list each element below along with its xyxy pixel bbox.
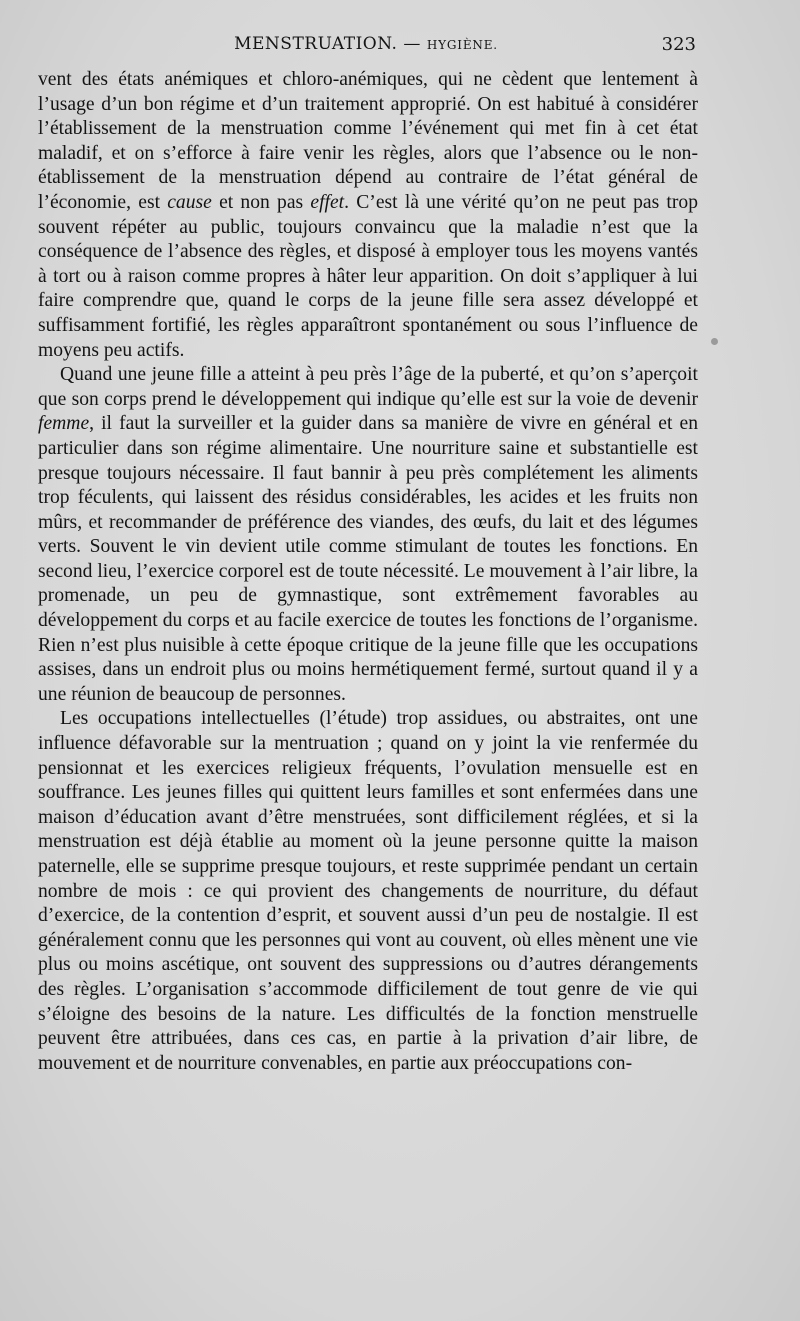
italic-run: femme <box>38 413 90 435</box>
body-text <box>38 68 698 1076</box>
text-run: . C’est là une vérité qu’on ne peut pas trop souvent répéter au public, toujours convaincu que la maladie n’est que la conséquence de l’absence des règles, et disposé à employer tous les moyens vantés à tort ou à raison comme propres à hâter leur apparition. On doit s’appliquer à lui faire comprendre que, quand le corps de la jeune fille sera assez développé et suffisamment fortifié, les règles apparaîtront spontanément ou sous l’influence de moyens peu actifs. <box>38 191 698 361</box>
italic-run: effet <box>310 191 345 213</box>
text-run: Quand une jeune fille a atteint à peu près l’âge de la puberté, et qu’on s’aperçoit que son corps prend le développement qui indique qu’elle est sur la voie de devenir <box>38 364 698 410</box>
running-head <box>36 34 696 58</box>
text-run: et non pas <box>211 191 311 213</box>
paragraph-3 <box>38 707 698 1076</box>
paragraph-1 <box>38 68 698 363</box>
header-title: MENSTRUATION. <box>234 34 398 54</box>
page-speck <box>711 338 718 345</box>
text-run: , il faut la surveiller et la guider dans sa manière de vivre en général et en particulier dans son régime alimentaire. Une nourriture saine et substantielle est presque toujours nécessaire. Il faut bannir à peu près complétement les aliments trop féculents, qui laissent des résidus considérables, les acides et les fruits non mûrs, et recommander de préférence des viandes, des œufs, du lait et des légumes verts. Souvent le vin devient utile comme stimulant de toutes les fonctions. En second lieu, l’exercice corporel est de toute nécessité. Le mouvement à l’air libre, la promenade, un peu de gymnastique, sont extrêmement favorables au développement du corps et au facile exercice de toutes les fonctions de l’organisme. Rien n’est plus nuisible à cette époque critique de la jeune fille que les occupations assises, dans un endroit plus ou moins hermétiquement fermé, surtout quand il y a une réunion de beaucoup de personnes. <box>38 413 698 705</box>
running-title <box>36 34 696 54</box>
page-number: 323 <box>661 34 696 55</box>
italic-run: cause <box>167 191 212 213</box>
text-run: vent des états anémiques et chloro-anémiques, qui ne cèdent que lentement à l’usage d’un bon régime et d’un traitement approprié. On est habitué à considérer l’établissement de la menstruation comme l’événement qui met fin à cet état maladif, et on s’efforce à faire venir les règles, alors que l’absence ou le non-établissement de la menstruation dépend au contraire de l’état général de l’économie, est <box>38 69 698 213</box>
paragraph-2 <box>38 363 698 707</box>
text-run: Les occupations intellectuelles (l’étude) trop assidues, ou abstraites, ont une influence défavorable sur la mentruation ; quand on y joint la vie renfermée du pensionnat et les exercices religieux fréquents, l’ovulation mensuelle est en souffrance. Les jeunes filles qui quittent leurs familles et sont enfermées dans une maison d’éducation avant d’être menstruées, sont difficilement réglées, et si la menstruation est déjà établie au moment où la jeune personne quitte la maison paternelle, elle se supprime presque toujours, et reste supprimée pendant un certain nombre de mois : ce qui provient des changements de nourriture, du défaut d’exercice, de la contention d’esprit, et souvent aussi d’un peu de nostalgie. Il est généralement connu que les personnes qui vont au couvent, où elles mènent une vie plus ou moins ascétique, ont souvent des suppressions ou d’autres dérangements des règles. L’organisation s’accommode difficilement de tout genre de vie qui s’éloigne des besoins de la nature. Les difficultés de la fonction menstruelle peuvent être attribuées, dans ces cas, en partie à la privation d’air libre, de mouvement et de nourriture convenables, en partie aux préoccupations con- <box>38 708 698 1074</box>
header-dash: — <box>403 34 421 54</box>
header-subtitle: HYGIÈNE. <box>426 38 498 52</box>
